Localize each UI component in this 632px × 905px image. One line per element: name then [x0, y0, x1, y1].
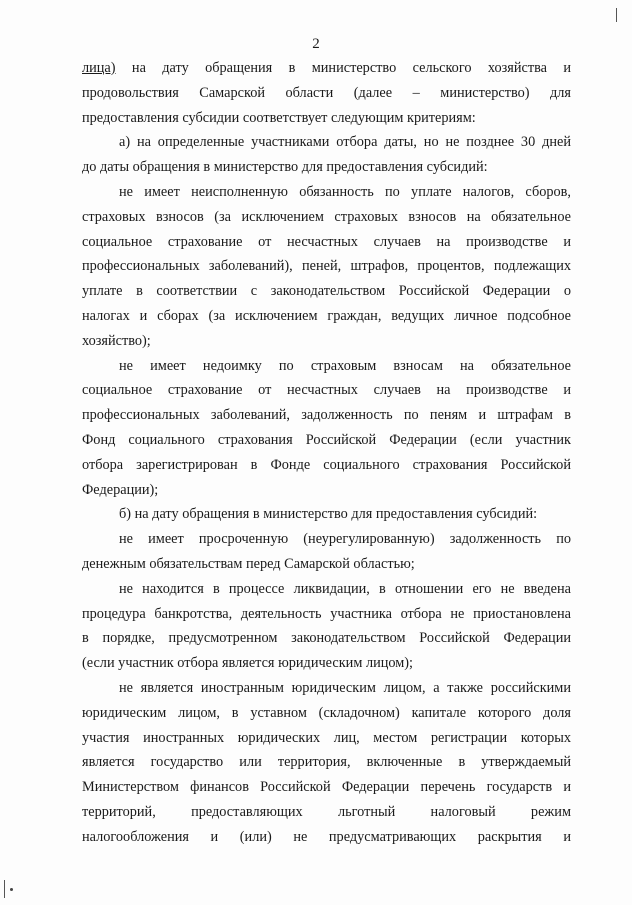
line-text: Министерством финансов Российской Федерации перечень государств и [82, 779, 571, 796]
text-line [82, 428, 571, 453]
page-number: 2 [312, 36, 320, 52]
text-line [82, 527, 571, 552]
text-line [82, 726, 571, 751]
line-text: денежным обязательствам перед Самарской областью; [82, 555, 415, 572]
line-text: а) на определенные участниками отбора даты, но не позднее 30 дней [119, 134, 571, 151]
text-line [82, 130, 571, 155]
text-line [82, 155, 571, 180]
line-text: на дату обращения в министерство сельского хозяйства и [115, 60, 571, 76]
text-line [82, 651, 571, 676]
text-line [82, 106, 571, 131]
line-text: хозяйство); [82, 332, 151, 349]
text-line [82, 577, 571, 602]
text-line [82, 750, 571, 775]
text-line [82, 775, 571, 800]
text-line [82, 478, 571, 503]
line-text: страховых взносов (за исключением страховых взносов на обязательное [82, 208, 571, 225]
text-line [82, 354, 571, 379]
line-text: продовольствия Самарской области (далее – министерство) для [82, 84, 571, 101]
text-line [82, 81, 571, 106]
underlined-word: лица) [82, 60, 116, 76]
line-text: Федерации); [82, 481, 159, 498]
line-text: профессиональных заболеваний, задолженность по пеням и штрафам в [82, 407, 571, 424]
text-line [82, 56, 571, 81]
text-line [82, 304, 571, 329]
text-line [82, 676, 571, 701]
line-text: не имеет просроченную (неурегулированную) задолженность по [119, 531, 571, 548]
text-line [82, 453, 571, 478]
line-text: до даты обращения в министерство для предоставления субсидий: [82, 159, 488, 176]
text-line [82, 254, 571, 279]
line-text: б) на дату обращения в министерство для предоставления субсидий: [119, 506, 538, 523]
text-line [82, 403, 571, 428]
text-line [82, 279, 571, 304]
text-line [82, 180, 571, 205]
text-line [82, 502, 571, 527]
line-text: налогах и сборах (за исключением граждан, ведущих личное подсобное [82, 307, 571, 324]
scan-speck [10, 888, 13, 891]
line-text: отбора зарегистрирован в Фонде социального страхования Российской [82, 456, 571, 473]
line-text: юридическим лицом, в уставном (складочном) капитале которого доля [82, 704, 571, 721]
line-text: предоставления субсидии соответствует следующим критериям: [82, 109, 476, 126]
line-text: участия иностранных юридических лиц, местом регистрации которых [82, 729, 571, 746]
line-text: не имеет неисполненную обязанность по уплате налогов, сборов, [119, 183, 571, 200]
line-text: не находится в процессе ликвидации, в отношении его не введена [119, 580, 571, 597]
text-line [82, 800, 571, 825]
line-text: Фонд социального страхования Российской Федерации (если участник [82, 431, 571, 448]
line-text: процедура банкротства, деятельность участника отбора не приостановлена [82, 605, 571, 622]
text-line [82, 701, 571, 726]
line-text: не имеет недоимку по страховым взносам на обязательное [119, 357, 571, 374]
line-text: территорий, предоставляющих льготный налоговый режим [82, 803, 571, 820]
scan-edge-mark [4, 880, 5, 898]
text-line [82, 626, 571, 651]
text-line [82, 230, 571, 255]
line-text: уплате в соответствии с законодательством Российской Федерации о [82, 283, 571, 300]
text-line [82, 552, 571, 577]
line-text: социальное страхование от несчастных случаев на производстве и [82, 233, 571, 250]
text-line [82, 205, 571, 230]
text-line [82, 825, 571, 850]
line-text: социальное страхование от несчастных случаев на производстве и [82, 382, 571, 399]
document-body [82, 56, 571, 850]
text-line [82, 602, 571, 627]
line-text: является государство или территория, включенные в утверждаемый [82, 754, 571, 771]
line-text: не является иностранным юридическим лицом, а также российскими [119, 679, 571, 696]
text-line [82, 329, 571, 354]
text-line [82, 378, 571, 403]
line-text: профессиональных заболеваний), пеней, штрафов, процентов, подлежащих [82, 258, 571, 275]
line-text: (если участник отбора является юридическим лицом); [82, 655, 414, 672]
scan-edge-mark [616, 8, 617, 22]
line-text: в порядке, предусмотренном законодательством Российской Федерации [82, 630, 571, 647]
line-text: налогообложения и (или) не предусматривающих раскрытия и [82, 828, 571, 845]
